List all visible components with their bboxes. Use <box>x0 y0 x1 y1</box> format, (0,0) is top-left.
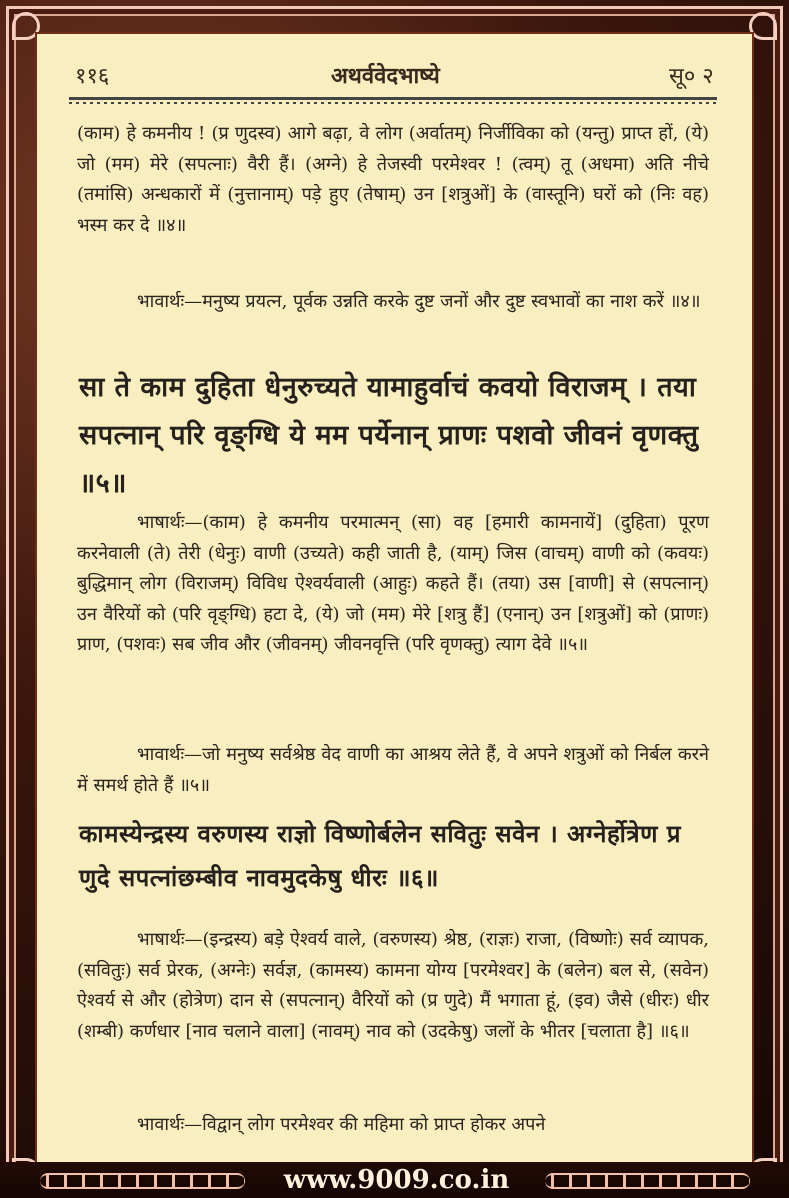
page-number: ११६ <box>75 64 110 89</box>
meaning-paragraph: (काम) हे कमनीय ! (प्र णुदस्व) आगे बढ़ा, वे लोग (अर्वातम्) निर्जीविका को (यन्तु) प्राप्त हों, (ये) जो (मम) मेरे (सपत्नाः) वैरी हैं। (अग्ने) हे तेजस्वी परमेश्वर ! (त्वम्) तू (अधमा) अति नीचे (तमांसि) अन्धकारों में (नुत्तानाम्) पड़े हुए (तेषाम्) उन [शत्रुओं] के (वास्तूनि) घरों को (निः वह) भस्म कर दे ॥४॥ <box>77 123 709 236</box>
meaning-paragraph: भाषार्थः—(काम) हे कमनीय परमात्मन् (सा) वह [हमारी कामनायें] (दुहिता) पूरण करनेवाली (ते) तेरी (धेनुः) वाणी (उच्यते) कही जाती है, (याम्) जिस (वाचम्) वाणी को (कवयः) बुद्धिमान् लोग (विराजम्) विविध ऐश्वर्यवाली (आहुः) कहते हैं। (तया) उस [वाणी] से (सपत्नान्) उन वैरियों को (परि वृङ्ग्धि) हटा दे, (ये) जो (मम) मेरे [शत्रु हैं] (एनान्) उन [शत्रुओं] को (प्राणः) प्राण, (पशवः) सब जीव और (जीवनम्) जीवनवृत्ति (परि वृणक्तु) त्याग देवे ॥५॥ <box>77 512 709 655</box>
corner-curl-icon <box>749 12 777 40</box>
summary-paragraph: भावार्थः—मनुष्य प्रयत्न, पूर्वक उन्नति करके दुष्ट जनों और दुष्ट स्वभावों का नाश करें ॥४॥ <box>137 291 701 312</box>
page-header <box>37 60 752 96</box>
website-url[interactable]: www.9009.co.in <box>283 1165 510 1195</box>
chain-ornament <box>545 1173 750 1189</box>
scanned-page <box>37 34 752 1162</box>
chain-ornament <box>40 1173 245 1189</box>
corner-curl-icon <box>12 12 40 40</box>
book-title: अथर्ववेदभाष्ये <box>331 63 440 89</box>
summary-paragraph: भावार्थः—विद्वान् लोग परमेश्वर की महिमा को प्राप्त होकर अपने <box>137 1114 546 1135</box>
header-rule <box>69 97 717 100</box>
sanskrit-verse: सा ते काम दुहिता धेनुरुच्यते यामाहुर्वाचं कवयो विराजम् । तया सपत्नान् परि वृङ्ग्धि ये मम पर्येनान् प्राणः पशवो जीवनं वृणक्तु ॥५॥ <box>79 372 699 499</box>
meaning-paragraph: भाषार्थः—(इन्द्रस्य) बड़े ऐश्वर्य वाले, (वरुणस्य) श्रेष्ठ, (राज्ञः) राजा, (विष्णोः) सर्व व्यापक, (सवितुः) सर्व प्रेरक, (अग्नेः) सर्वज्ञ, (कामस्य) कामना योग्य [परमेश्वर] के (बलेन) बल से, (सवेन) ऐश्वर्य से और (होत्रेण) दान से (सपत्नान्) वैरियों को (प्र णुदे) मैं भगाता हूं, (इव) जैसे (धीरः) धीर (शम्बी) कर्णधार [नाव चलाने वाला] (नावम्) नाव को (उदकेषु) जलों के भीतर [चलाता है] ॥६॥ <box>77 929 709 1042</box>
sanskrit-verse: कामस्येन्द्रस्य वरुणस्य राज्ञो विष्णोर्बलेन सवितुः सवेन । अग्नेर्होत्रेण प्र णुदे सपत्नांछम्बीव नावमुदकेषु धीरः ॥६॥ <box>79 819 682 892</box>
summary-paragraph: भावार्थः—जो मनुष्य सर्वश्रेष्ठ वेद वाणी का आश्रय लेते हैं, वे अपने शत्रुओं को निर्बल करने में समर्थ होते हैं ॥५॥ <box>77 744 709 796</box>
sukta-number: सू० २ <box>669 64 714 89</box>
